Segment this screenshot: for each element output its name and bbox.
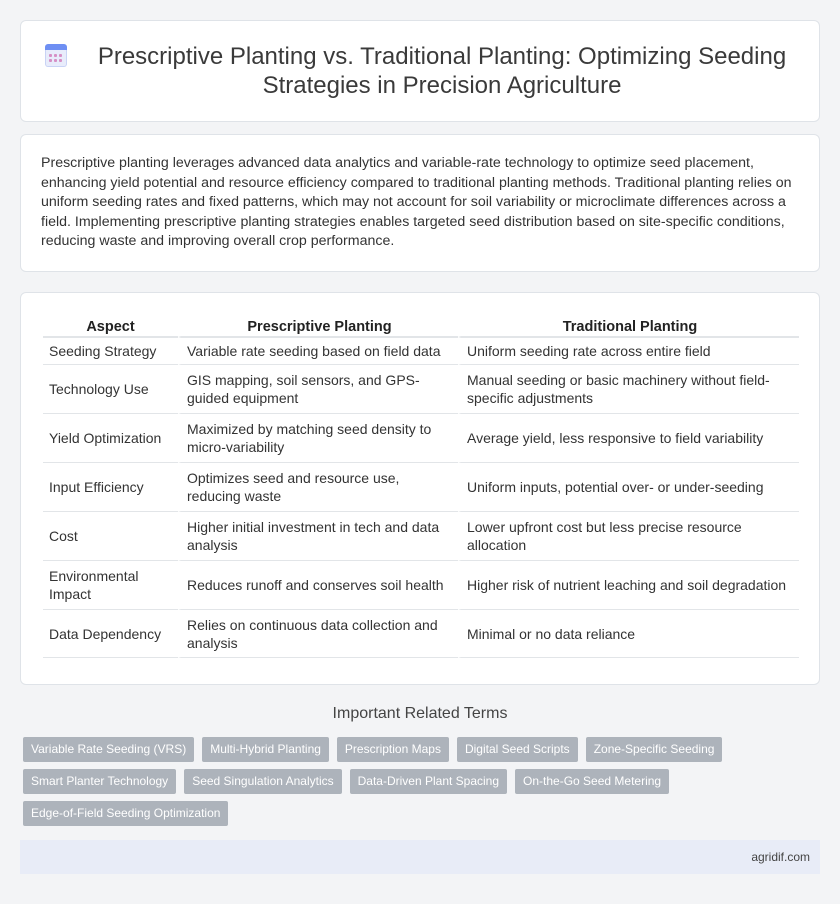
header-prescriptive: Prescriptive Planting: [178, 315, 458, 337]
table-row: [43, 609, 799, 658]
table-row: [43, 462, 799, 511]
cell-aspect: Cost: [43, 511, 178, 560]
cell-prescriptive: Maximized by matching seed density to micro-variability: [178, 413, 458, 462]
related-term-tag[interactable]: Zone-Specific Seeding: [586, 737, 723, 762]
cell-prescriptive: Reduces runoff and conserves soil health: [178, 560, 458, 609]
related-term-tag[interactable]: Data-Driven Plant Spacing: [350, 769, 507, 794]
table-row: [43, 413, 799, 462]
header-aspect: Aspect: [43, 315, 178, 337]
cell-aspect: Environmental Impact: [43, 560, 178, 609]
cell-prescriptive: GIS mapping, soil sensors, and GPS-guided equipment: [178, 364, 458, 413]
related-term-tag[interactable]: Prescription Maps: [337, 737, 449, 762]
related-terms-title: Important Related Terms: [332, 705, 508, 722]
table-row: [43, 337, 799, 364]
cell-traditional: Lower upfront cost but less precise resource allocation: [458, 511, 799, 560]
related-terms-tags: [23, 737, 823, 833]
related-term-tag[interactable]: Edge-of-Field Seeding Optimization: [23, 801, 228, 826]
related-term-tag[interactable]: Digital Seed Scripts: [457, 737, 578, 762]
cell-traditional: Average yield, less responsive to field variability: [458, 413, 799, 462]
related-term-tag[interactable]: Variable Rate Seeding (VRS): [23, 737, 194, 762]
table-row: [43, 364, 799, 413]
related-term-tag[interactable]: Smart Planter Technology: [23, 769, 176, 794]
cell-aspect: Technology Use: [43, 364, 178, 413]
comparison-table: [43, 315, 799, 658]
cell-traditional: Higher risk of nutrient leaching and soil degradation: [458, 560, 799, 609]
intro-card: [20, 134, 820, 272]
footer: [20, 840, 820, 874]
page-title: Prescriptive Planting vs. Traditional Planting: Optimizing Seeding Strategies in Precision Agriculture: [97, 43, 787, 99]
cell-prescriptive: Optimizes seed and resource use, reducing waste: [178, 462, 458, 511]
comparison-table-card: [20, 292, 820, 685]
cell-traditional: Uniform seeding rate across entire field: [458, 337, 799, 364]
cell-aspect: Data Dependency: [43, 609, 178, 658]
related-term-tag[interactable]: On-the-Go Seed Metering: [515, 769, 669, 794]
related-term-tag[interactable]: Seed Singulation Analytics: [184, 769, 341, 794]
cell-aspect: Yield Optimization: [43, 413, 178, 462]
cell-prescriptive: Higher initial investment in tech and data analysis: [178, 511, 458, 560]
cell-prescriptive: Relies on continuous data collection and analysis: [178, 609, 458, 658]
table-row: [43, 560, 799, 609]
intro-paragraph: Prescriptive planting leverages advanced data analytics and variable-rate technology to optimize seed placement, enhancing yield potential and resource efficiency compared to traditional planting methods. Traditional planting relies on uniform seeding rates and fixed patterns, which may not account for soil variability or microclimate differences across a field. Implementing prescriptive planting strategies enables targeted seed distribution based on site-specific conditions, reducing waste and improving overall crop performance.: [41, 155, 792, 249]
related-term-tag[interactable]: Multi-Hybrid Planting: [202, 737, 329, 762]
cell-aspect: Seeding Strategy: [43, 337, 178, 364]
cell-traditional: Minimal or no data reliance: [458, 609, 799, 658]
cell-traditional: Manual seeding or basic machinery without field-specific adjustments: [458, 364, 799, 413]
header-card: [20, 20, 820, 122]
cell-traditional: Uniform inputs, potential over- or under-seeding: [458, 462, 799, 511]
footer-site-link[interactable]: agridif.com: [751, 850, 810, 864]
table-header-row: [43, 315, 799, 337]
calendar-icon: [45, 44, 67, 68]
table-row: [43, 511, 799, 560]
header-traditional: Traditional Planting: [458, 315, 799, 337]
cell-aspect: Input Efficiency: [43, 462, 178, 511]
cell-prescriptive: Variable rate seeding based on field data: [178, 337, 458, 364]
